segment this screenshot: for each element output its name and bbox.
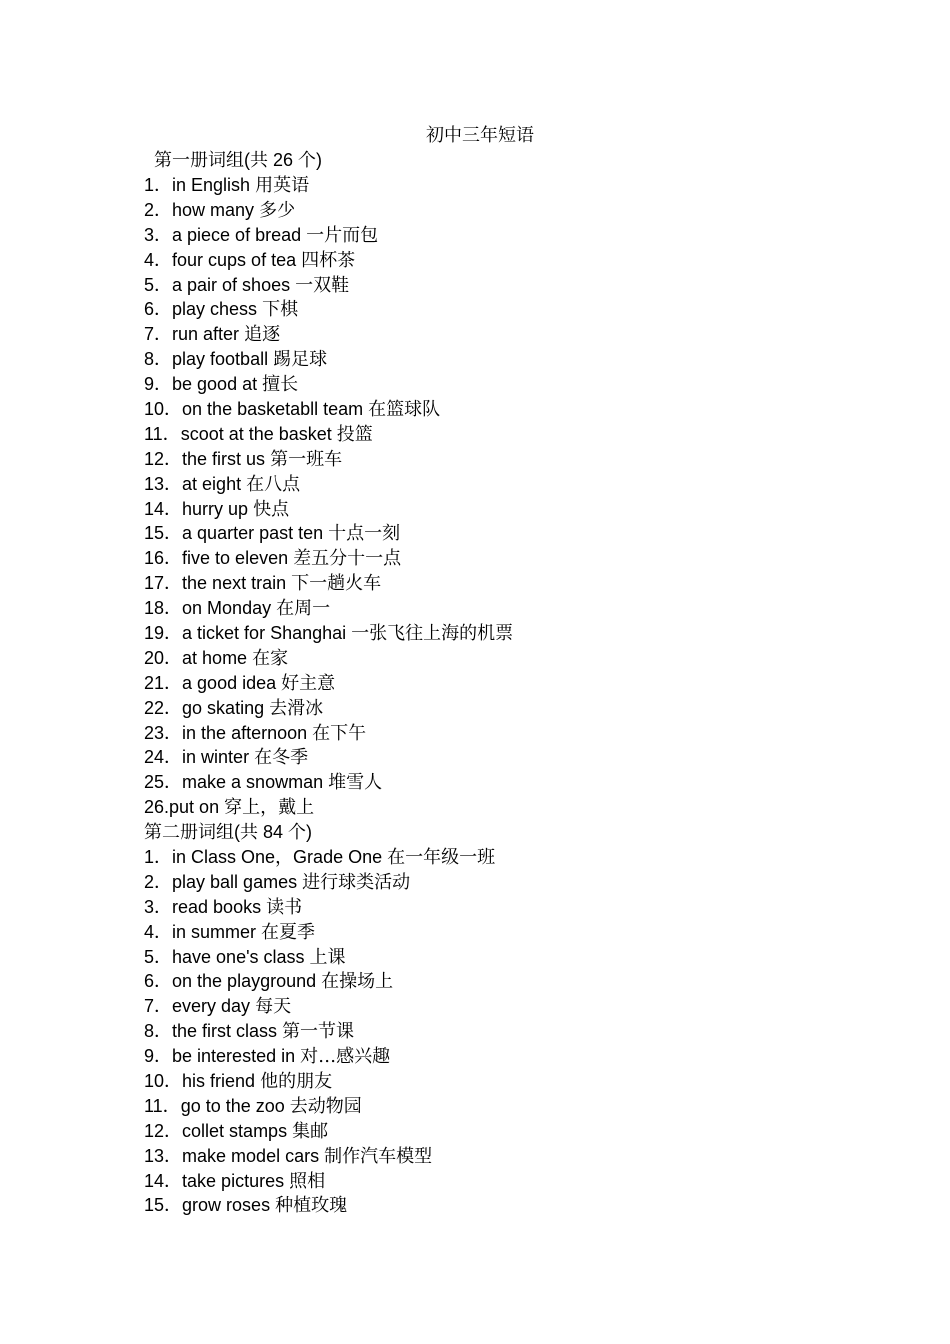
- phrase-item: [144, 870, 495, 895]
- phrase-item: [144, 173, 513, 198]
- phrase-item: [144, 945, 495, 970]
- phrase-number: 4．: [144, 249, 173, 270]
- phrase-chinese: 在操场上: [321, 971, 394, 993]
- phrase-number: 18．: [144, 598, 183, 619]
- phrase-number: 3．: [144, 224, 173, 245]
- phrase-number: 12．: [144, 448, 183, 469]
- phrase-number: 10．: [144, 399, 183, 420]
- phrase-chinese: 在周一: [276, 598, 331, 620]
- phrase-chinese: 在一年级一班: [387, 847, 496, 868]
- phrase-item: [144, 1069, 495, 1094]
- phrase-chinese: 在八点: [246, 473, 301, 495]
- phrase-chinese: 擅长: [262, 374, 299, 396]
- phrase-number: 13．: [144, 1145, 183, 1166]
- phrase-english: in Class One，Grade One: [172, 847, 383, 867]
- phrase-item: [144, 1044, 495, 1069]
- phrase-chinese: 在夏季: [261, 921, 316, 943]
- phrase-chinese: 每天: [255, 996, 292, 1018]
- phrase-chinese: 四杯茶: [301, 249, 356, 271]
- phrase-item: [144, 1193, 495, 1218]
- phrase-number: 20．: [144, 647, 183, 668]
- phrase-item: [144, 447, 513, 472]
- phrase-english: the next train: [182, 573, 287, 594]
- phrase-english: play ball games: [172, 871, 298, 892]
- phrase-number: 19．: [144, 623, 183, 644]
- phrase-number: 6．: [144, 299, 173, 320]
- phrase-english: a piece of bread: [172, 224, 302, 245]
- phrase-chinese: 在篮球队: [368, 399, 441, 421]
- phrase-item: [144, 322, 513, 347]
- phrase-chinese: 用英语: [255, 175, 310, 196]
- phrase-item: [144, 198, 513, 223]
- phrase-number: 9．: [144, 374, 173, 395]
- phrase-english: in English: [172, 175, 251, 195]
- phrase-chinese: 下棋: [262, 299, 299, 321]
- phrase-item: [144, 969, 495, 994]
- phrase-item: [144, 546, 513, 571]
- phrase-chinese: 进行球类活动: [302, 871, 411, 893]
- phrase-english: hurry up: [182, 498, 249, 519]
- phrase-chinese: 一片而包: [306, 224, 379, 246]
- phrase-item: [144, 347, 513, 372]
- phrase-number: 8．: [144, 1021, 173, 1042]
- phrase-chinese: 一张飞往上海的机票: [351, 623, 514, 645]
- phrase-english: four cups of tea: [172, 249, 297, 270]
- phrase-item: [144, 273, 513, 298]
- phrase-number: 13．: [144, 473, 183, 494]
- phrase-chinese: 十点一刻: [328, 523, 401, 545]
- phrase-number: 4．: [144, 921, 173, 942]
- phrase-english: a good idea: [182, 672, 277, 693]
- phrase-chinese: 堆雪人: [328, 772, 383, 794]
- phrase-number: 22．: [144, 697, 183, 718]
- phrase-number: 15．: [144, 1195, 183, 1216]
- phrase-number: 7．: [144, 324, 173, 345]
- phrase-chinese: 投篮: [336, 423, 373, 445]
- phrase-english: make a snowman: [182, 772, 324, 793]
- phrase-chinese: 集邮: [292, 1120, 329, 1142]
- phrase-english: at home: [182, 647, 248, 668]
- phrase-item: [144, 248, 513, 273]
- phrase-chinese: 追逐: [244, 324, 281, 346]
- phrase-item: [144, 1169, 495, 1194]
- phrase-english: on the playground: [172, 971, 317, 992]
- phrase-number: 14．: [144, 1170, 183, 1191]
- phrase-number: 11．: [144, 1095, 181, 1116]
- phrase-number: 23．: [144, 722, 183, 743]
- section-heading-text: 第二册词组(共 84 个): [144, 822, 313, 842]
- phrase-item: [144, 994, 495, 1019]
- phrase-chinese: 在家: [252, 647, 289, 669]
- phrase-chinese: 踢足球: [273, 349, 328, 371]
- phrase-item: [144, 223, 513, 248]
- phrase-number: 2．: [144, 871, 173, 892]
- phrase-english: at eight: [182, 473, 242, 494]
- phrase-chinese: 一双鞋: [295, 274, 350, 296]
- phrase-item: [144, 745, 513, 770]
- phrase-chinese: 制作汽车模型: [324, 1145, 433, 1167]
- section-heading-book-2: [144, 820, 312, 844]
- phrase-english: play chess: [172, 299, 258, 320]
- phrase-number: 25．: [144, 772, 183, 793]
- phrase-list-book-1: [144, 173, 513, 820]
- phrase-number: 26.: [144, 797, 170, 818]
- phrase-item: [144, 770, 513, 795]
- phrase-list-book-2: [144, 845, 495, 1218]
- page-title: 初中三年短语: [426, 125, 534, 146]
- phrase-english: on the basketabll team: [182, 399, 364, 420]
- phrase-chinese: 对…感兴趣: [300, 1046, 391, 1068]
- phrase-chinese: 去动物园: [289, 1095, 362, 1117]
- phrase-english: a pair of shoes: [172, 274, 291, 295]
- phrase-english: be interested in: [172, 1046, 296, 1067]
- section-heading-book-1: [154, 148, 322, 172]
- phrase-chinese: 在冬季: [254, 747, 309, 769]
- phrase-english: five to eleven: [182, 548, 289, 569]
- phrase-item: [144, 1144, 495, 1169]
- phrase-english: the first us: [182, 448, 266, 469]
- phrase-item: [144, 472, 513, 497]
- phrase-english: put on: [169, 797, 220, 818]
- phrase-item: [144, 422, 513, 447]
- phrase-number: 1．: [144, 175, 173, 195]
- phrase-number: 10．: [144, 1071, 183, 1092]
- phrase-item: [144, 1019, 495, 1044]
- phrase-chinese: 下一趟火车: [291, 573, 382, 595]
- phrase-item: [144, 521, 513, 546]
- phrase-english: in winter: [182, 747, 250, 768]
- phrase-chinese: 好主意: [281, 672, 336, 694]
- section-heading-text: 第一册词组(共 26 个): [154, 150, 323, 170]
- phrase-item: [144, 596, 513, 621]
- phrase-number: 2．: [144, 199, 173, 220]
- phrase-chinese: 读书: [266, 896, 303, 918]
- phrase-item: [144, 845, 495, 870]
- phrase-number: 5．: [144, 946, 173, 967]
- phrase-english: in the afternoon: [182, 722, 308, 743]
- phrase-english: grow roses: [182, 1195, 271, 1216]
- phrase-number: 17．: [144, 573, 183, 594]
- phrase-english: have one's class: [172, 946, 305, 967]
- phrase-english: take pictures: [182, 1170, 285, 1191]
- phrase-english: play football: [172, 349, 269, 370]
- phrase-number: 5．: [144, 274, 173, 295]
- phrase-english: be good at: [172, 374, 258, 395]
- phrase-english: collet stamps: [182, 1120, 288, 1141]
- phrase-chinese: 第一班车: [270, 448, 343, 470]
- phrase-english: a ticket for Shanghai: [182, 623, 347, 644]
- phrase-item: [144, 795, 513, 820]
- phrase-english: make model cars: [182, 1145, 320, 1166]
- phrase-english: in summer: [172, 921, 257, 942]
- phrase-number: 16．: [144, 548, 183, 569]
- phrase-number: 7．: [144, 996, 173, 1017]
- phrase-chinese: 种植玫瑰: [275, 1195, 348, 1217]
- phrase-chinese: 上课: [309, 946, 346, 968]
- phrase-english: read books: [172, 896, 262, 917]
- phrase-item: [144, 372, 513, 397]
- phrase-chinese: 去滑冰: [269, 697, 324, 719]
- phrase-item: [144, 1119, 495, 1144]
- phrase-item: [144, 920, 495, 945]
- phrase-number: 1．: [144, 847, 173, 867]
- phrase-number: 6．: [144, 971, 173, 992]
- phrase-number: 11．: [144, 423, 181, 444]
- phrase-item: [144, 895, 495, 920]
- phrase-number: 9．: [144, 1046, 173, 1067]
- phrase-number: 15．: [144, 523, 183, 544]
- phrase-item: [144, 671, 513, 696]
- phrase-chinese: 多少: [259, 199, 296, 221]
- phrase-english: every day: [172, 996, 251, 1017]
- phrase-number: 8．: [144, 349, 173, 370]
- phrase-english: run after: [172, 324, 240, 345]
- phrase-chinese: 第一节课: [282, 1021, 355, 1043]
- phrase-english: go skating: [182, 697, 265, 718]
- phrase-english: go to the zoo: [180, 1095, 285, 1116]
- phrase-item: [144, 721, 513, 746]
- phrase-item: [144, 297, 513, 322]
- phrase-chinese: 在下午: [312, 722, 367, 744]
- phrase-english: the first class: [172, 1021, 278, 1042]
- phrase-item: [144, 1094, 495, 1119]
- phrase-number: 24．: [144, 747, 183, 768]
- phrase-item: [144, 696, 513, 721]
- phrase-number: 3．: [144, 896, 173, 917]
- phrase-english: a quarter past ten: [182, 523, 324, 544]
- phrase-chinese: 差五分十一点: [293, 548, 402, 570]
- phrase-chinese: 穿上，戴上: [224, 797, 315, 819]
- phrase-number: 21．: [144, 672, 183, 693]
- phrase-item: [144, 571, 513, 596]
- phrase-english: on Monday: [182, 598, 272, 619]
- phrase-english: his friend: [182, 1071, 256, 1092]
- phrase-item: [144, 646, 513, 671]
- phrase-number: 14．: [144, 498, 183, 519]
- phrase-item: [144, 397, 513, 422]
- phrase-chinese: 快点: [253, 498, 290, 520]
- phrase-english: scoot at the basket: [180, 423, 332, 444]
- phrase-number: 12．: [144, 1120, 183, 1141]
- phrase-chinese: 他的朋友: [260, 1071, 333, 1093]
- phrase-item: [144, 621, 513, 646]
- phrase-chinese: 照相: [289, 1170, 326, 1192]
- phrase-english: how many: [172, 199, 255, 220]
- phrase-item: [144, 497, 513, 522]
